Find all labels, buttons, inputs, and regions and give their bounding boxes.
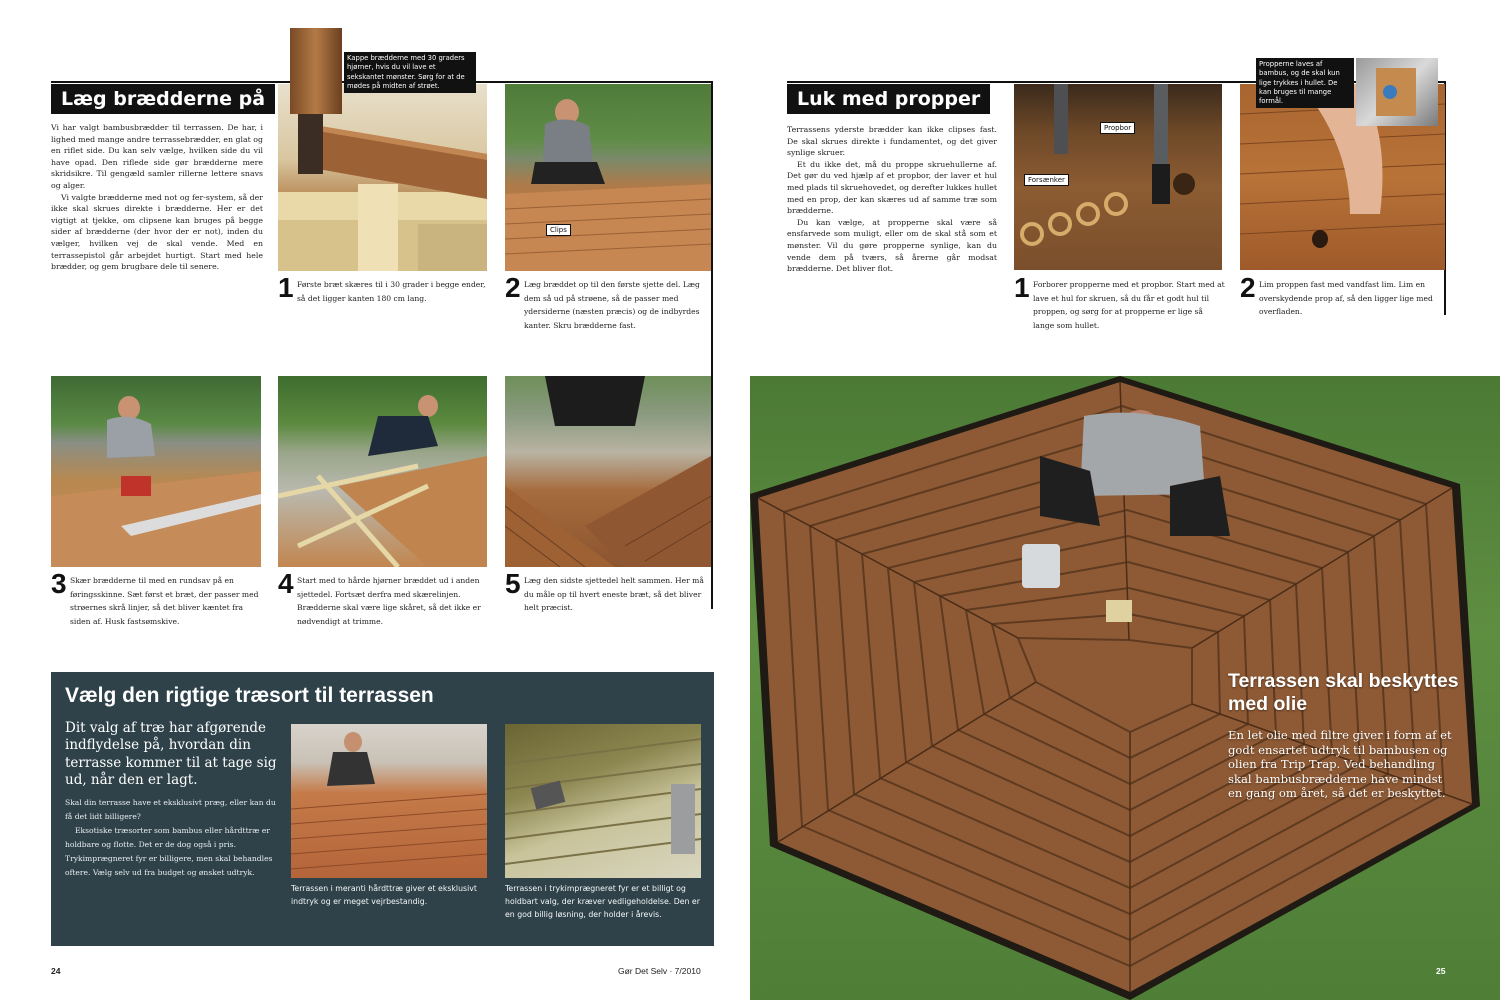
callout-end-cut: Kappe brædderne med 30 graders hjørner, hvis du vil lave et sekskantet mønster. Sørg for at de mødes på midten af strøet.	[344, 52, 476, 93]
column-divider	[711, 81, 713, 609]
intro-paragraph: Du kan vælge, at propperne skal være så ensfarvede som muligt, eller om de skal stå som et mønster. Vil du gøre propperne synlige, kan du vende dem på tværs, så årerne går modsat brædderne. Det bliver flot.	[787, 217, 997, 274]
step-1	[278, 272, 490, 326]
photo-label-countersink: Forsænker	[1024, 174, 1069, 186]
plug-step-2	[1240, 272, 1445, 326]
box-caption-hardwood: Terrassen i meranti hårdttræ giver et eksklusivt indtryk og er meget vejrbestandig.	[291, 884, 477, 906]
photo-label-clips: Clips	[546, 224, 571, 236]
section-title-lay-boards: Læg brædderne på	[51, 84, 275, 114]
worker-illustration	[505, 84, 711, 271]
plug-cutter-illustration	[1356, 58, 1438, 126]
step-4	[278, 568, 490, 642]
step-3	[51, 568, 263, 642]
box-body-paragraph: Skal din terrasse have et eksklusivt præg, eller kan du få det lidt billigere?	[65, 798, 276, 821]
intro-paragraph: Vi valgte brædderne med not og fer-system, så der ikke skal skrues direkte i brædderne. Her er det vigtigt at tjekke, om clipsene kan bruges på begge sider af brædderne (der hvor der er not), inden du vælger, hvilken vej de skal vende. Med en terrassepistol går arbejdet hurtigt. Start med hele brædder, og gem brugbare dele til senere.	[51, 192, 263, 272]
step-number: 1	[1014, 272, 1030, 303]
photo-label-plug-drill: Propbor	[1100, 122, 1135, 134]
intro-text-lay-boards	[51, 122, 263, 273]
framework-illustration	[278, 376, 487, 567]
step-text: Forborer propperne med et propbor. Start med at lave et hul for skruen, så du får et godt hul til proppen, og sørg for at propperne er lige så lange som hullet.	[1033, 280, 1225, 330]
page-number-right: 25	[1436, 966, 1446, 976]
box-photo-hardwood	[291, 724, 487, 878]
step-text: Læg den sidste sjettedel helt sammen. Her må du måle op til hvert eneste bræt, så det bliver helt præcist.	[524, 576, 704, 613]
box-body	[65, 796, 285, 880]
hero-text: En let olie med filtre giver i form af et godt ensartet udtryk til bambusen og olien fra Trip Trap. Ved behandling skal bambusbrædderne have mindst en gang om året, så det er beskyttet.	[1228, 728, 1452, 801]
step-text: Lim proppen fast med vandfast lim. Lim en overskydende prop af, så den ligger lige med overfladen.	[1259, 280, 1433, 317]
step-number: 2	[505, 272, 521, 303]
intro-text-plugs	[787, 124, 997, 275]
step-number: 3	[51, 568, 67, 599]
photo-step-5	[505, 376, 711, 567]
step-2	[505, 272, 711, 346]
intro-paragraph: Terrassens yderste brædder kan ikke clipses fast. De skal skrues direkte i fundamentet, og det giver synlige skruer.	[787, 125, 997, 158]
step-text: Første bræt skæres til i 30 grader i begge ender, så det ligger kanten 180 cm lang.	[297, 280, 486, 303]
step-number: 4	[278, 568, 294, 599]
box-photo-pine	[505, 724, 701, 878]
page-number-left: 24	[51, 966, 61, 976]
wood-type-box	[51, 672, 714, 946]
box-body-paragraph: Eksotiske træsorter som bambus eller hårdttræ er holdbare og flotte. Det er de dog også i pris. Trykimprægneret fyr er billigere, men skal behandles oftere. Vælg selv ud fra budget og ønsket udtryk.	[65, 826, 273, 877]
intro-paragraph: Vi har valgt bambusbrædder til terrassen. De har, i lighed med mange andre terrassebrædder, en glat og en riflet side. Du kan selv vælge, hvilken side du vil have opad. Den riflede side gør brædderne mere skridsikre. Til gengæld samler rillerne lettere snavs og alger.	[51, 123, 263, 190]
photo-step-4	[278, 376, 487, 567]
step-number: 2	[1240, 272, 1256, 303]
photo-step-3	[51, 376, 261, 567]
section-title-plugs: Luk med propper	[787, 84, 990, 114]
hardwood-illustration	[291, 724, 487, 878]
box-title: Vælg den rigtige træsort til terrassen	[65, 684, 434, 707]
inset-photo-end-cut	[290, 28, 342, 114]
deck-corner-illustration	[505, 376, 711, 567]
plug-step-1	[1014, 272, 1226, 336]
step-text: Start med to hårde hjørner bræddet ud i anden sjettedel. Fortsæt derfra med skærelinjen. Brædderne skal være lige skåret, så det ikke er nødvendigt at trimme.	[297, 576, 481, 626]
step-text: Skær brædderne til med en rundsav på en føringsskinne. Sæt først et bræt, der passer med strøernes skrå linjer, så det bliver kæntet fra siden af. Husk fastsømskive.	[70, 576, 259, 626]
saw-illustration	[51, 376, 261, 567]
box-caption-pine: Terrassen i trykimprægneret fyr er et billigt og holdbart valg, der kræver vedligeholdelse. Den er en god billig løsning, der holder i årevis.	[505, 884, 700, 919]
hero-title: Terrassen skal beskyttes med olie	[1228, 670, 1459, 715]
pine-illustration	[505, 724, 701, 878]
step-number: 5	[505, 568, 521, 599]
magazine-folio: Gør Det Selv · 7/2010	[618, 966, 701, 976]
step-text: Læg bræddet op til den første sjette del. Læg dem så ud på strøene, så de passer med ydersiderne (næsten præcis) og de indbyrdes kanter. Skru brædderne fast.	[524, 280, 700, 330]
inset-photo-plug-cutter	[1356, 58, 1438, 126]
intro-paragraph: Et du ikke det, må du proppe skruehullerne af. Det gør du ved hjælp af et propbor, der laver et hul med plads til skruehovedet, og derefter lukkes hullet med en prop, der kan skæres ud af samme træ som brædderne.	[787, 159, 997, 216]
callout-plug-cutter: Propperne laves af bambus, og de skal kun lige trykkes i hullet. De kan bruges til mange formål.	[1256, 58, 1354, 108]
box-lead: Dit valg af træ har afgørende indflydelse på, hvordan din terrasse kommer til at tage sig ud, når den er lagt.	[65, 720, 277, 789]
step-number: 1	[278, 272, 294, 303]
step-5	[505, 568, 711, 622]
photo-step-2	[505, 84, 711, 271]
